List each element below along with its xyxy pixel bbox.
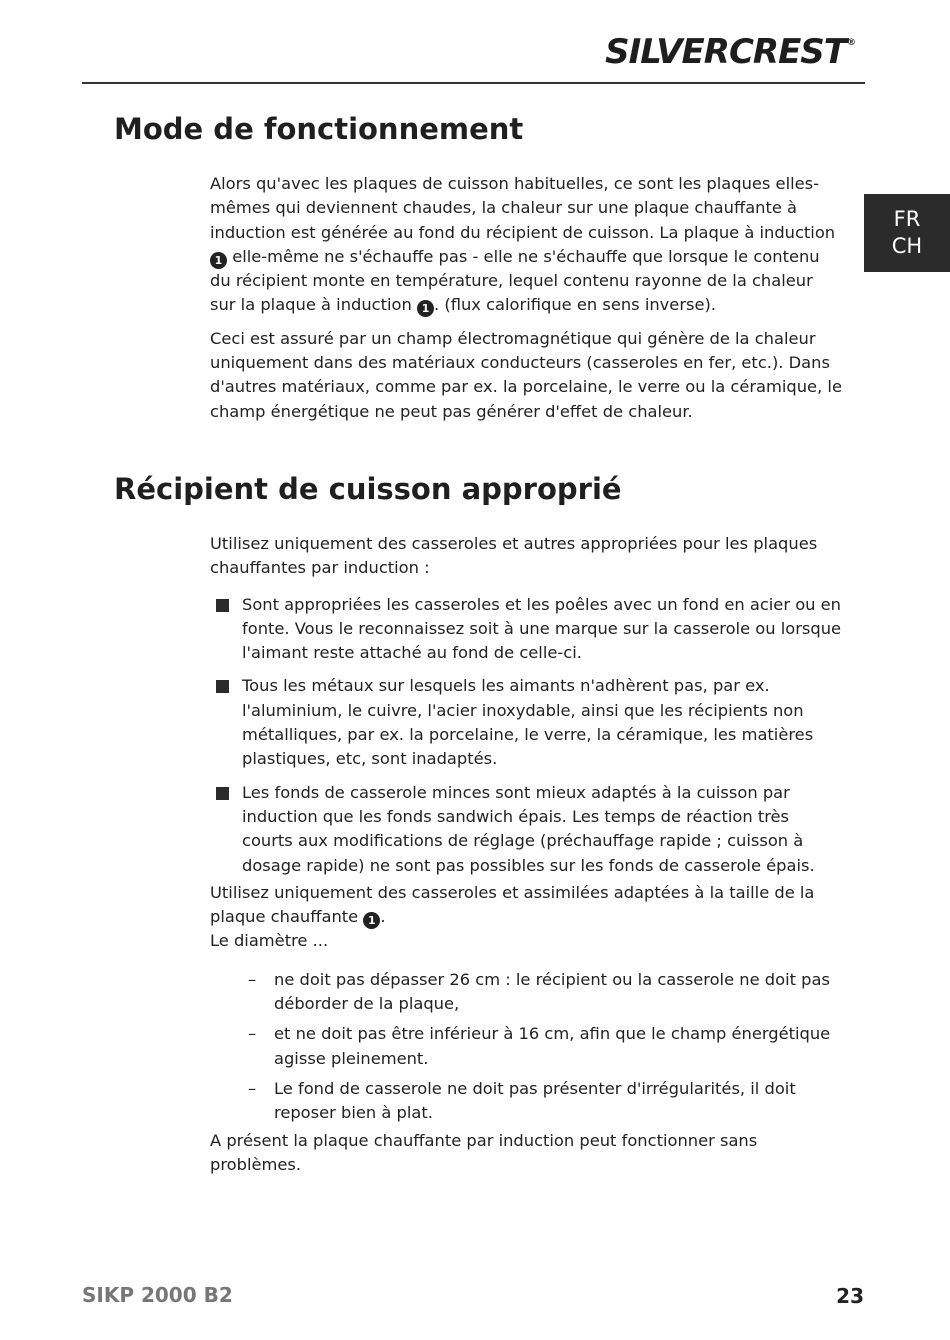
dash-item [210, 1077, 842, 1126]
bullet-item [210, 593, 842, 666]
marker-1-icon: 1 [210, 252, 227, 269]
bullet-item [210, 674, 842, 771]
section-mode-body [210, 172, 842, 424]
dash-text: Le fond de casserole ne doit pas présenter d'irrégularités, il doit reposer bien à plat. [274, 1078, 796, 1123]
header-rule [82, 82, 865, 84]
paragraph-text: elle-même ne s'échauffe pas - elle ne s'échauffe que lorsque le contenu du récipient monte en température, lequel contenu rayonne de la chaleur sur la plaque à induction [210, 246, 820, 315]
page-number: 23 [836, 1284, 864, 1308]
bullet-list [210, 593, 842, 878]
brand-logo [605, 32, 855, 72]
bullet-text: Les fonds de casserole minces sont mieux adaptés à la cuisson par induction que les fonds sandwich épais. Les temps de réaction très courts aux modifications de réglage (préchauffage rapide ; cuisson à dosage rapide) ne sont pas possibles sur les fonds de casserole épais. [242, 782, 815, 875]
dash-item [210, 1022, 842, 1071]
section-title-mode: Mode de fonctionnement [114, 112, 524, 146]
bullet-item [210, 781, 842, 878]
bullet-text: Sont appropriées les casseroles et les poêles avec un fond en acier ou en fonte. Vous le reconnaissez soit à une marque sur la casserole ou lorsque l'aimant reste attaché au fond de celle-ci. [242, 594, 842, 663]
paragraph-mode-1 [210, 172, 842, 318]
paragraph-text: . (flux calorifique en sens inverse). [434, 295, 717, 315]
marker-1-icon: 1 [417, 300, 434, 317]
paragraph-text: . [380, 907, 386, 927]
square-bullet-icon [216, 599, 229, 612]
square-bullet-icon [216, 680, 229, 693]
dash-list [210, 968, 842, 1126]
paragraph-size [210, 881, 842, 930]
paragraph-mode-2: Ceci est assuré par un champ électromagnétique qui génère de la chaleur uniquement dans des matériaux conducteurs (casseroles en fer, etc.). Dans d'autres matériaux, comme par ex. la porcelaine, le verre ou la céramique, le champ énergétique ne peut pas générer d'effet de chaleur. [210, 328, 842, 421]
paragraph-text: Alors qu'avec les plaques de cuisson habituelles, ce sont les plaques elles-mêmes qui deviennent chaudes, la chaleur sur une plaque chauffante à induction est générée au fond du récipient de cuisson. La plaque à induction [210, 174, 836, 242]
dash-text: ne doit pas dépasser 26 cm : le récipient ou la casserole ne doit pas déborder de la plaque, [274, 969, 830, 1014]
dash-marker: – [248, 1078, 257, 1098]
dash-marker: – [248, 1024, 257, 1044]
language-tab [864, 194, 950, 272]
registered-mark: ® [847, 38, 855, 48]
dash-marker: – [248, 969, 257, 989]
section-recipient-body [210, 532, 842, 1177]
square-bullet-icon [216, 787, 229, 800]
paragraph-diameter: Le diamètre ... [210, 931, 329, 951]
paragraph-text: Utilisez uniquement des casseroles et assimilées adaptées à la taille de la plaque chauffante [210, 882, 815, 927]
section-title-recipient: Récipient de cuisson approprié [114, 472, 622, 506]
dash-item [210, 968, 842, 1017]
bullet-text: Tous les métaux sur lesquels les aimants n'adhèrent pas, par ex. l'aluminium, le cuivre, l'acier inoxydable, ainsi que les récipients non métalliques, par ex. la porcelaine, le verre, la céramique, les matières plastiques, etc, sont inadaptés. [242, 676, 814, 769]
language-code-ch: CH [891, 234, 923, 258]
language-code-fr: FR [893, 207, 921, 231]
dash-text: et ne doit pas être inférieur à 16 cm, afin que le champ énergétique agisse pleinement. [274, 1024, 831, 1068]
brand-name: SILVERCREST [605, 32, 846, 72]
footer-model: SIKP 2000 B2 [82, 1283, 233, 1307]
paragraph-closing: A présent la plaque chauffante par induction peut fonctionner sans problèmes. [210, 1130, 758, 1174]
paragraph-intro: Utilisez uniquement des casseroles et autres appropriées pour les plaques chauffantes par induction : [210, 534, 818, 578]
marker-1-icon: 1 [363, 912, 380, 929]
